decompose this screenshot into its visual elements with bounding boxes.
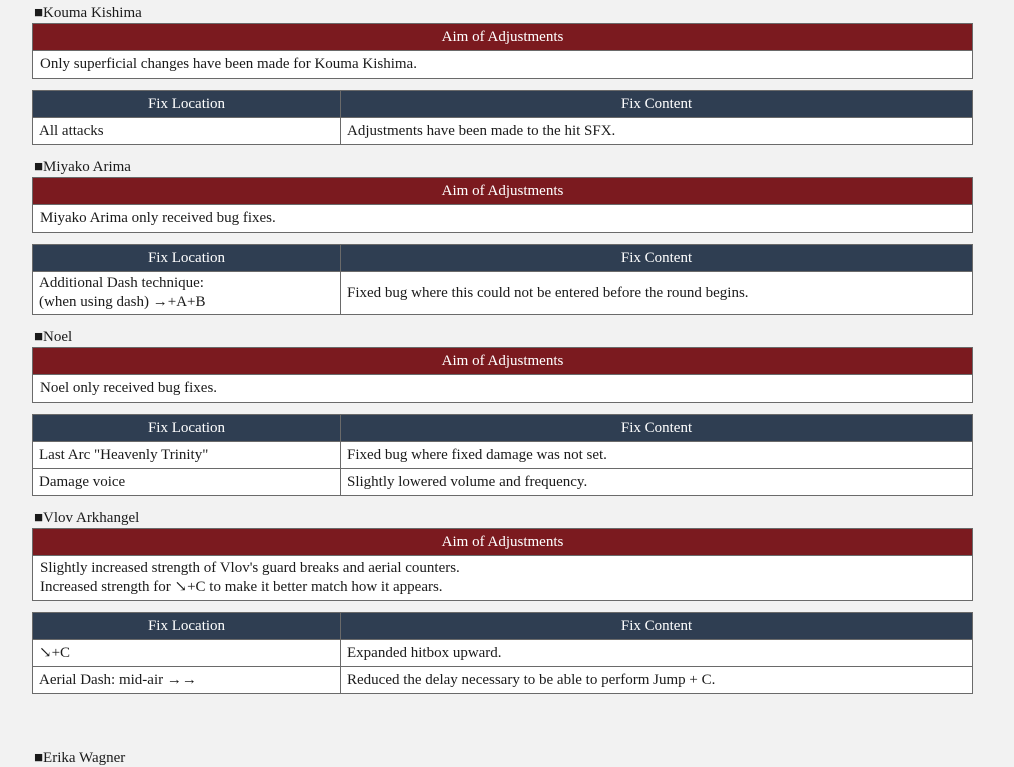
fix-header-row — [33, 415, 973, 442]
fix-content-header: Fix Content — [341, 245, 973, 272]
fix-location-header: Fix Location — [33, 415, 341, 442]
character-section — [32, 3, 973, 145]
fix-location-line: All attacks — [39, 122, 104, 139]
fix-location-line: Damage voice — [39, 473, 126, 490]
aim-line: Noel only received bug fixes. — [40, 380, 218, 396]
fix-location-header: Fix Location — [33, 245, 341, 272]
character-section — [32, 327, 973, 496]
character-heading: ■Miyako Arima — [34, 159, 131, 175]
fix-location-line: ↘+C — [39, 644, 71, 661]
fix-content-cell: Slightly lowered volume and frequency. — [341, 469, 973, 496]
next-section-heading: ■Erika Wagner — [34, 750, 126, 766]
fix-content-header: Fix Content — [341, 91, 973, 118]
fix-table — [32, 244, 973, 315]
character-heading: ■Kouma Kishima — [34, 5, 142, 21]
fix-location-line: Aerial Dash: mid-air →→ — [39, 671, 197, 688]
aim-table — [32, 177, 973, 233]
character-section — [32, 508, 973, 694]
fix-row — [33, 469, 973, 496]
fix-location-cell — [33, 469, 341, 496]
fix-location-header: Fix Location — [33, 613, 341, 640]
aim-table — [32, 347, 973, 403]
fix-row — [33, 118, 973, 145]
aim-header: Aim of Adjustments — [33, 24, 973, 51]
aim-text — [33, 205, 973, 233]
fix-content-cell: Reduced the delay necessary to be able to perform Jump + C. — [341, 667, 973, 694]
fix-header-row — [33, 613, 973, 640]
fix-content-cell: Adjustments have been made to the hit SFX. — [341, 118, 973, 145]
aim-line: Increased strength for ↘+C to make it better match how it appears. — [40, 579, 443, 595]
fix-location-cell — [33, 118, 341, 145]
aim-line: Miyako Arima only received bug fixes. — [40, 210, 276, 226]
fix-location-cell — [33, 640, 341, 667]
fix-location-cell — [33, 667, 341, 694]
character-heading: ■Noel — [34, 329, 73, 345]
aim-text — [33, 375, 973, 403]
fix-header-row — [33, 91, 973, 118]
aim-header: Aim of Adjustments — [33, 178, 973, 205]
fix-content-cell: Expanded hitbox upward. — [341, 640, 973, 667]
fix-content-cell: Fixed bug where this could not be entered before the round begins. — [341, 272, 973, 315]
fix-row — [33, 442, 973, 469]
fix-location-line: Last Arc "Heavenly Trinity" — [39, 446, 209, 463]
aim-line: Slightly increased strength of Vlov's guard breaks and aerial counters. — [40, 560, 460, 576]
fix-location-cell — [33, 442, 341, 469]
fix-location-header: Fix Location — [33, 91, 341, 118]
fix-row — [33, 272, 973, 315]
fix-location-cell — [33, 272, 341, 315]
aim-text — [33, 51, 973, 79]
aim-table — [32, 528, 973, 601]
aim-line: Only superficial changes have been made for Kouma Kishima. — [40, 56, 417, 72]
fix-table — [32, 612, 973, 694]
fix-table — [32, 90, 973, 145]
fix-row — [33, 667, 973, 694]
fix-location-line: Additional Dash technique: — [39, 275, 204, 291]
aim-header: Aim of Adjustments — [33, 529, 973, 556]
character-section — [32, 157, 973, 315]
fix-content-header: Fix Content — [341, 613, 973, 640]
aim-header: Aim of Adjustments — [33, 348, 973, 375]
fix-content-header: Fix Content — [341, 415, 973, 442]
aim-text — [33, 556, 973, 601]
fix-table — [32, 414, 973, 496]
fix-row — [33, 640, 973, 667]
fix-content-cell: Fixed bug where fixed damage was not set. — [341, 442, 973, 469]
character-heading: ■Vlov Arkhangel — [34, 510, 140, 526]
patch-notes — [32, 3, 973, 706]
aim-table — [32, 23, 973, 79]
fix-location-line: (when using dash) →+A+B — [39, 294, 206, 310]
fix-header-row — [33, 245, 973, 272]
